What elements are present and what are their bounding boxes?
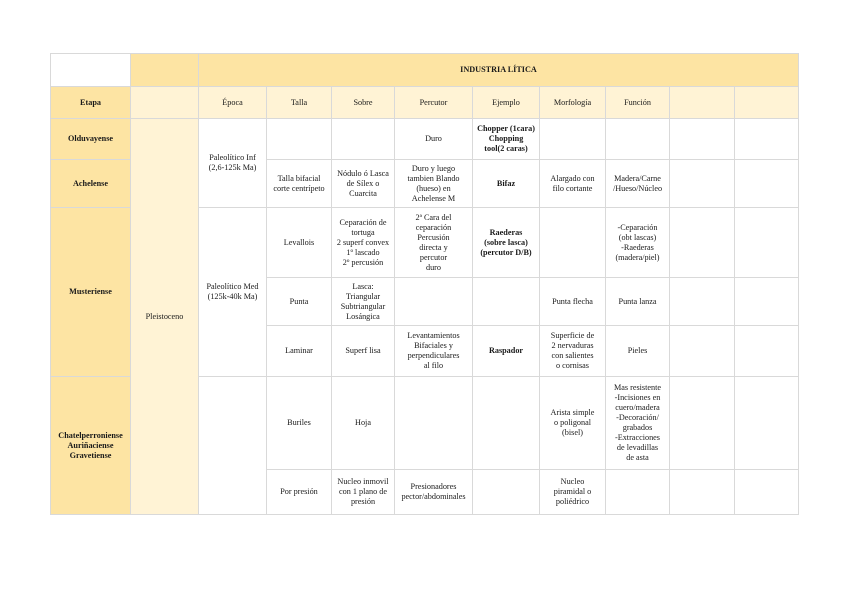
cell-percutor: 2ª Cara del ceparación Percusión directa y percutor duro [395, 208, 473, 278]
cell-talla: Talla bifacial corte centrípeto [267, 160, 332, 208]
header-blank [131, 87, 199, 119]
cell-sobre: Hoja [332, 377, 395, 470]
blank-cell [670, 208, 735, 278]
header-ejemplo: Ejemplo [473, 87, 540, 119]
header-morfologia: Morfología [540, 87, 606, 119]
periodo-pleistoceno: Pleistoceno [131, 119, 199, 515]
blank-cell [735, 208, 799, 278]
table-row [51, 119, 799, 160]
cell-percutor: Levantamientos Bifaciales y perpendiculares al filo [395, 326, 473, 377]
cell-percutor [395, 377, 473, 470]
cell-morfologia: Nucleo piramidal o poliédrico [540, 470, 606, 515]
blank-cell [131, 54, 199, 87]
etapa-olduvayense: Olduvayense [51, 119, 131, 160]
cell-morfologia [540, 119, 606, 160]
cell-morfologia: Punta flecha [540, 278, 606, 326]
cell-sobre: Nucleo inmovil con 1 plano de presión [332, 470, 395, 515]
header-blank [735, 87, 799, 119]
epoca-paleolitico-inf: Paleolítico Inf (2,6-125k Ma) [199, 119, 267, 208]
blank-cell [735, 326, 799, 377]
cell-ejemplo: Raspador [473, 326, 540, 377]
cell-talla: Por presión [267, 470, 332, 515]
etapa-musteriense: Musteriense [51, 208, 131, 377]
table-title: INDUSTRIA LÍTICA [199, 54, 799, 87]
title-row [51, 54, 799, 87]
header-epoca: Época [199, 87, 267, 119]
cell-morfologia: Alargado con filo cortante [540, 160, 606, 208]
cell-ejemplo: Chopper (1cara) Chopping tool(2 caras) [473, 119, 540, 160]
cell-sobre: Ceparación de tortuga 2 superf convex 1º lascado 2º percusión [332, 208, 395, 278]
cell-ejemplo [473, 377, 540, 470]
cell-funcion [606, 119, 670, 160]
blank-cell [735, 160, 799, 208]
header-row [51, 87, 799, 119]
cell-talla: Punta [267, 278, 332, 326]
blank-cell [670, 377, 735, 470]
etapa-chatelperroniense: Chatelperroniense Auriñaciense Gravetiense [51, 377, 131, 515]
etapa-achelense: Achelense [51, 160, 131, 208]
cell-sobre: Superf lisa [332, 326, 395, 377]
cell-ejemplo: Bifaz [473, 160, 540, 208]
cell-funcion: Madera/Carne /Hueso/Núcleo [606, 160, 670, 208]
cell-percutor: Duro [395, 119, 473, 160]
cell-percutor [395, 278, 473, 326]
cell-sobre: Nódulo ó Lasca de Sílex o Cuarcita [332, 160, 395, 208]
cell-talla: Levallois [267, 208, 332, 278]
cell-ejemplo [473, 278, 540, 326]
blank-cell [735, 119, 799, 160]
header-talla: Talla [267, 87, 332, 119]
blank-cell [735, 470, 799, 515]
cell-funcion: -Ceparación (obt lascas) -Raederas (madera/piel) [606, 208, 670, 278]
cell-sobre [332, 119, 395, 160]
cell-percutor: Presionadores pector/abdominales [395, 470, 473, 515]
header-sobre: Sobre [332, 87, 395, 119]
blank-cell [735, 278, 799, 326]
header-percutor: Percutor [395, 87, 473, 119]
cell-funcion: Pieles [606, 326, 670, 377]
blank-cell [670, 119, 735, 160]
epoca-paleolitico-med: Paleolítico Med (125k-40k Ma) [199, 208, 267, 377]
cell-funcion: Mas resistente -Incisiones en cuero/madera -Decoración/ grabados -Extracciones de levadillas de asta [606, 377, 670, 470]
blank-cell [51, 54, 131, 87]
cell-funcion: Punta lanza [606, 278, 670, 326]
blank-cell [670, 278, 735, 326]
cell-morfologia: Superficie de 2 nervaduras con salientes o cornisas [540, 326, 606, 377]
blank-cell [670, 326, 735, 377]
header-etapa: Etapa [51, 87, 131, 119]
cell-ejemplo: Raederas (sobre lasca) (percutor D/B) [473, 208, 540, 278]
cell-talla: Buriles [267, 377, 332, 470]
blank-cell [735, 377, 799, 470]
cell-ejemplo [473, 470, 540, 515]
cell-percutor: Duro y luego tambien Blando (hueso) en Achelense M [395, 160, 473, 208]
cell-morfologia [540, 208, 606, 278]
epoca-blank [199, 377, 267, 515]
blank-cell [670, 160, 735, 208]
cell-funcion [606, 470, 670, 515]
blank-cell [670, 470, 735, 515]
cell-sobre: Lasca: Triangular Subtriangular Losángica [332, 278, 395, 326]
header-funcion: Función [606, 87, 670, 119]
cell-morfologia: Arista simple o poligonal (bisel) [540, 377, 606, 470]
header-blank [670, 87, 735, 119]
cell-talla: Laminar [267, 326, 332, 377]
cell-talla [267, 119, 332, 160]
lithic-industry-table [50, 53, 799, 515]
